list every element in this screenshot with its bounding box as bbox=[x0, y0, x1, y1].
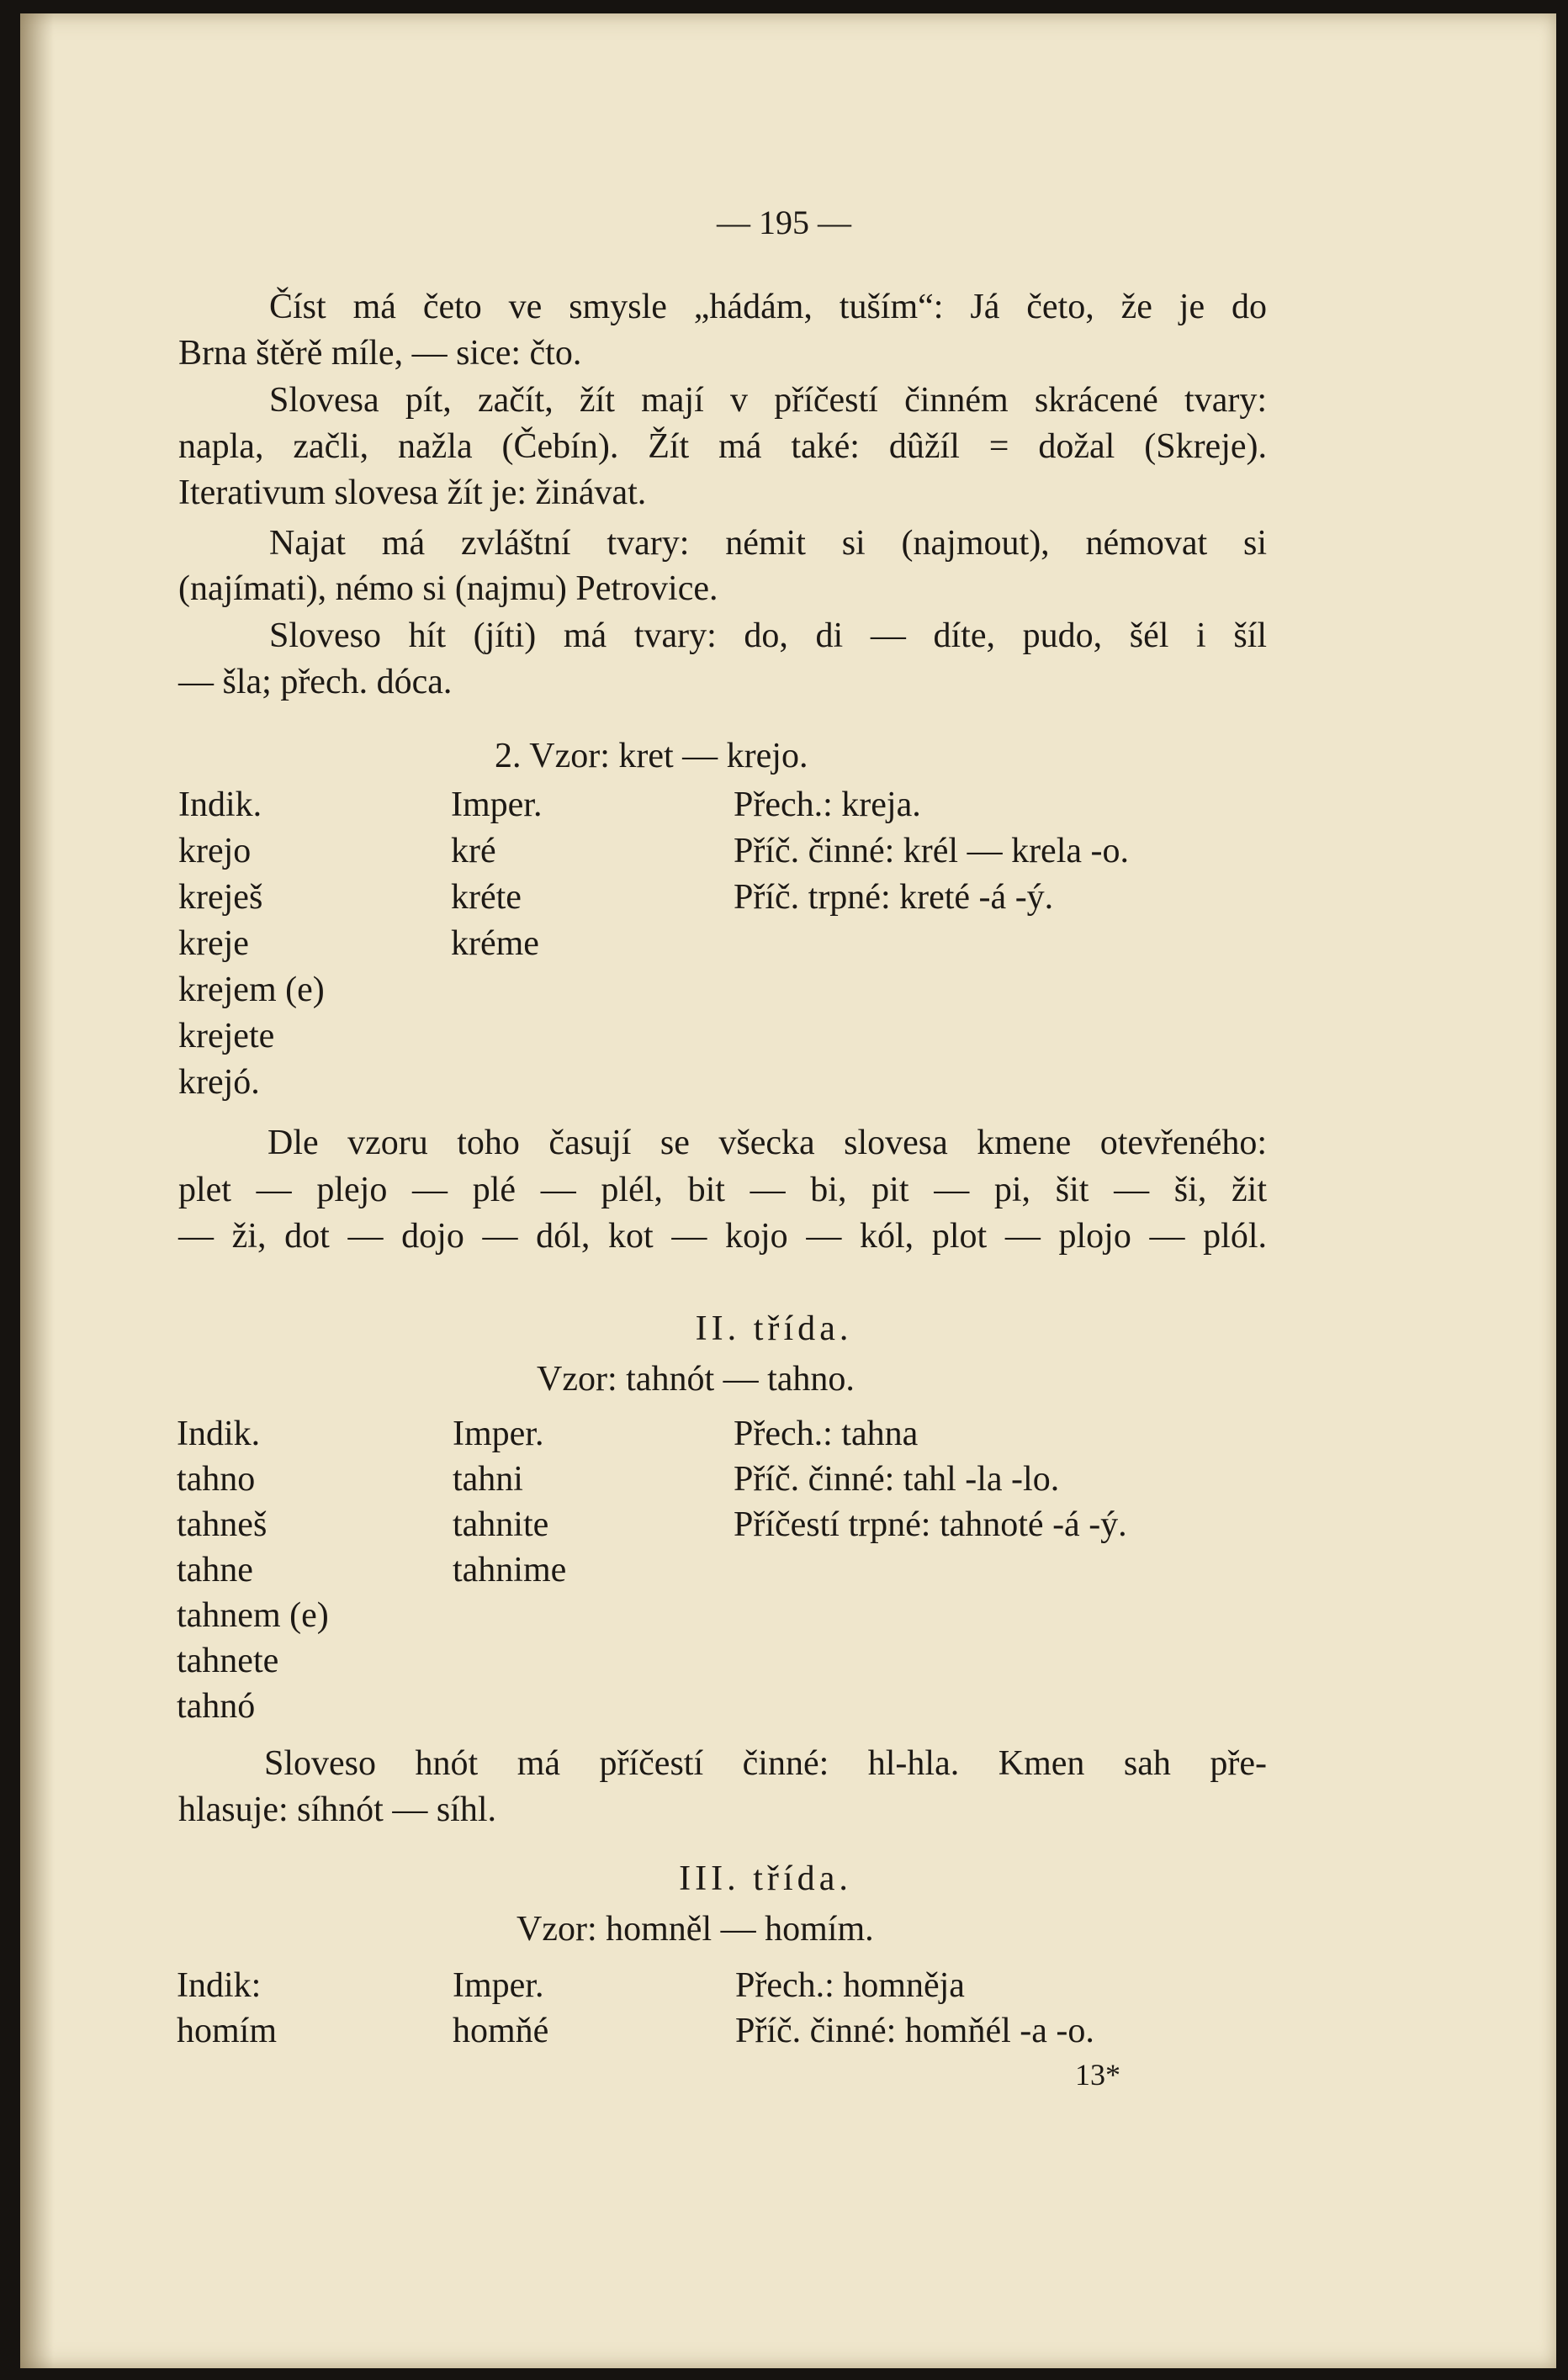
vzor2-indik-form: kreješ bbox=[178, 878, 263, 917]
trida3-imper-form: homňé bbox=[453, 2012, 549, 2050]
paragraph-slovesa-line-1: Slovesa pít, začít, žít mají v příčestí činném skrácené tvary: bbox=[269, 381, 1267, 420]
paragraph-slovesa-line-2: napla, začli, nažla (Čebín). Žít má také: dûžíl = dožal (Skreje). bbox=[178, 427, 1267, 466]
vzor2-indik-form: krejó. bbox=[178, 1063, 260, 1102]
printer-signature: 13* bbox=[1075, 2058, 1120, 2092]
vzor2-indik-form: krejete bbox=[178, 1017, 275, 1055]
trida3-pric-cinne: Příč. činné: homňél -a -o. bbox=[735, 2012, 1094, 2050]
vzor2-imper-form: kréme bbox=[451, 924, 539, 963]
trida2-imper-form: tahni bbox=[453, 1460, 523, 1499]
paragraph-hnot-line-1: Sloveso hnót má příčestí činné: hl-hla. Kmen sah pře- bbox=[264, 1744, 1267, 1783]
vzor2-prech: Přech.: kreja. bbox=[734, 785, 921, 824]
paragraph-slovesa-line-3: Iterativum slovesa žít je: žinávat. bbox=[178, 473, 647, 512]
paragraph-dle-vzoru-line-3: — ži, dot — dojo — dól, kot — kojo — kól, plot — plojo — plól. bbox=[178, 1217, 1267, 1256]
vzor2-imper-form: kré bbox=[451, 832, 496, 870]
vzor2-indik-form: krejem (e) bbox=[178, 971, 325, 1009]
trida3-heading: Vzor: homněl — homím. bbox=[516, 1910, 874, 1949]
trida2-pric-trpne: Příčestí trpné: tahnoté -á -ý. bbox=[734, 1505, 1127, 1544]
page-number: — 195 — bbox=[717, 204, 851, 241]
trida2-title: II. třída. bbox=[695, 1309, 853, 1348]
trida2-prech: Přech.: tahna bbox=[734, 1415, 919, 1453]
trida3-prech: Přech.: homněja bbox=[735, 1966, 965, 2005]
vzor2-imper-header: Imper. bbox=[451, 785, 543, 824]
trida2-imper-header: Imper. bbox=[453, 1415, 544, 1453]
paragraph-najat-line-1: Najat má zvláštní tvary: némit si (najmout), némovat si bbox=[269, 524, 1267, 563]
paragraph-dle-vzoru-line-1: Dle vzoru toho časují se všecka slovesa kmene otevřeného: bbox=[268, 1124, 1267, 1162]
vzor2-pric-trpne: Příč. trpné: kreté -á -ý. bbox=[734, 878, 1054, 917]
trida3-indik-header: Indik: bbox=[177, 1966, 262, 2005]
trida3-indik-form: homím bbox=[177, 2012, 278, 2050]
vzor2-indik-form: kreje bbox=[178, 924, 249, 963]
trida3-imper-header: Imper. bbox=[453, 1966, 544, 2005]
vzor2-indik-form: krejo bbox=[178, 832, 252, 870]
trida2-indik-form: tahneš bbox=[177, 1505, 268, 1544]
paragraph-hnot-line-2: hlasuje: síhnót — síhl. bbox=[178, 1790, 496, 1829]
trida2-indik-form: tahnete bbox=[177, 1642, 279, 1680]
paragraph-najat-line-2: (najímati), némo si (najmu) Petrovice. bbox=[178, 569, 718, 608]
trida2-indik-form: tahnem (e) bbox=[177, 1596, 329, 1635]
paragraph-cist-line-2: Brna štěrě míle, — sice: čto. bbox=[178, 334, 582, 373]
trida2-indik-form: tahne bbox=[177, 1551, 253, 1589]
paragraph-dle-vzoru-line-2: plet — plejo — plé — plél, bit — bi, pit — pi, šit — ši, žit bbox=[178, 1171, 1267, 1209]
trida2-imper-form: tahnime bbox=[453, 1551, 567, 1589]
trida2-indik-form: tahnó bbox=[177, 1687, 256, 1726]
page-gutter-shadow bbox=[20, 13, 54, 2368]
paragraph-hit-line-1: Sloveso hít (jíti) má tvary: do, di — díte, pudo, šél i šíl bbox=[269, 616, 1267, 655]
trida2-heading: Vzor: tahnót — tahno. bbox=[537, 1360, 855, 1399]
trida2-pric-cinne: Příč. činné: tahl -la -lo. bbox=[734, 1460, 1060, 1499]
vzor2-pric-cinne: Příč. činné: krél — krela -o. bbox=[734, 832, 1129, 870]
trida2-indik-header: Indik. bbox=[177, 1415, 261, 1453]
trida2-imper-form: tahnite bbox=[453, 1505, 549, 1544]
vzor2-indik-header: Indik. bbox=[178, 785, 262, 824]
vzor2-imper-form: kréte bbox=[451, 878, 522, 917]
paragraph-cist-line-1: Číst má četo ve smysle „hádám, tuším“: Já četo, že je do bbox=[269, 288, 1267, 326]
trida3-title: III. třída. bbox=[679, 1859, 852, 1898]
paragraph-hit-line-2: — šla; přech. dóca. bbox=[178, 663, 453, 701]
trida2-indik-form: tahno bbox=[177, 1460, 256, 1499]
vzor2-heading: 2. Vzor: kret — krejo. bbox=[495, 737, 808, 775]
